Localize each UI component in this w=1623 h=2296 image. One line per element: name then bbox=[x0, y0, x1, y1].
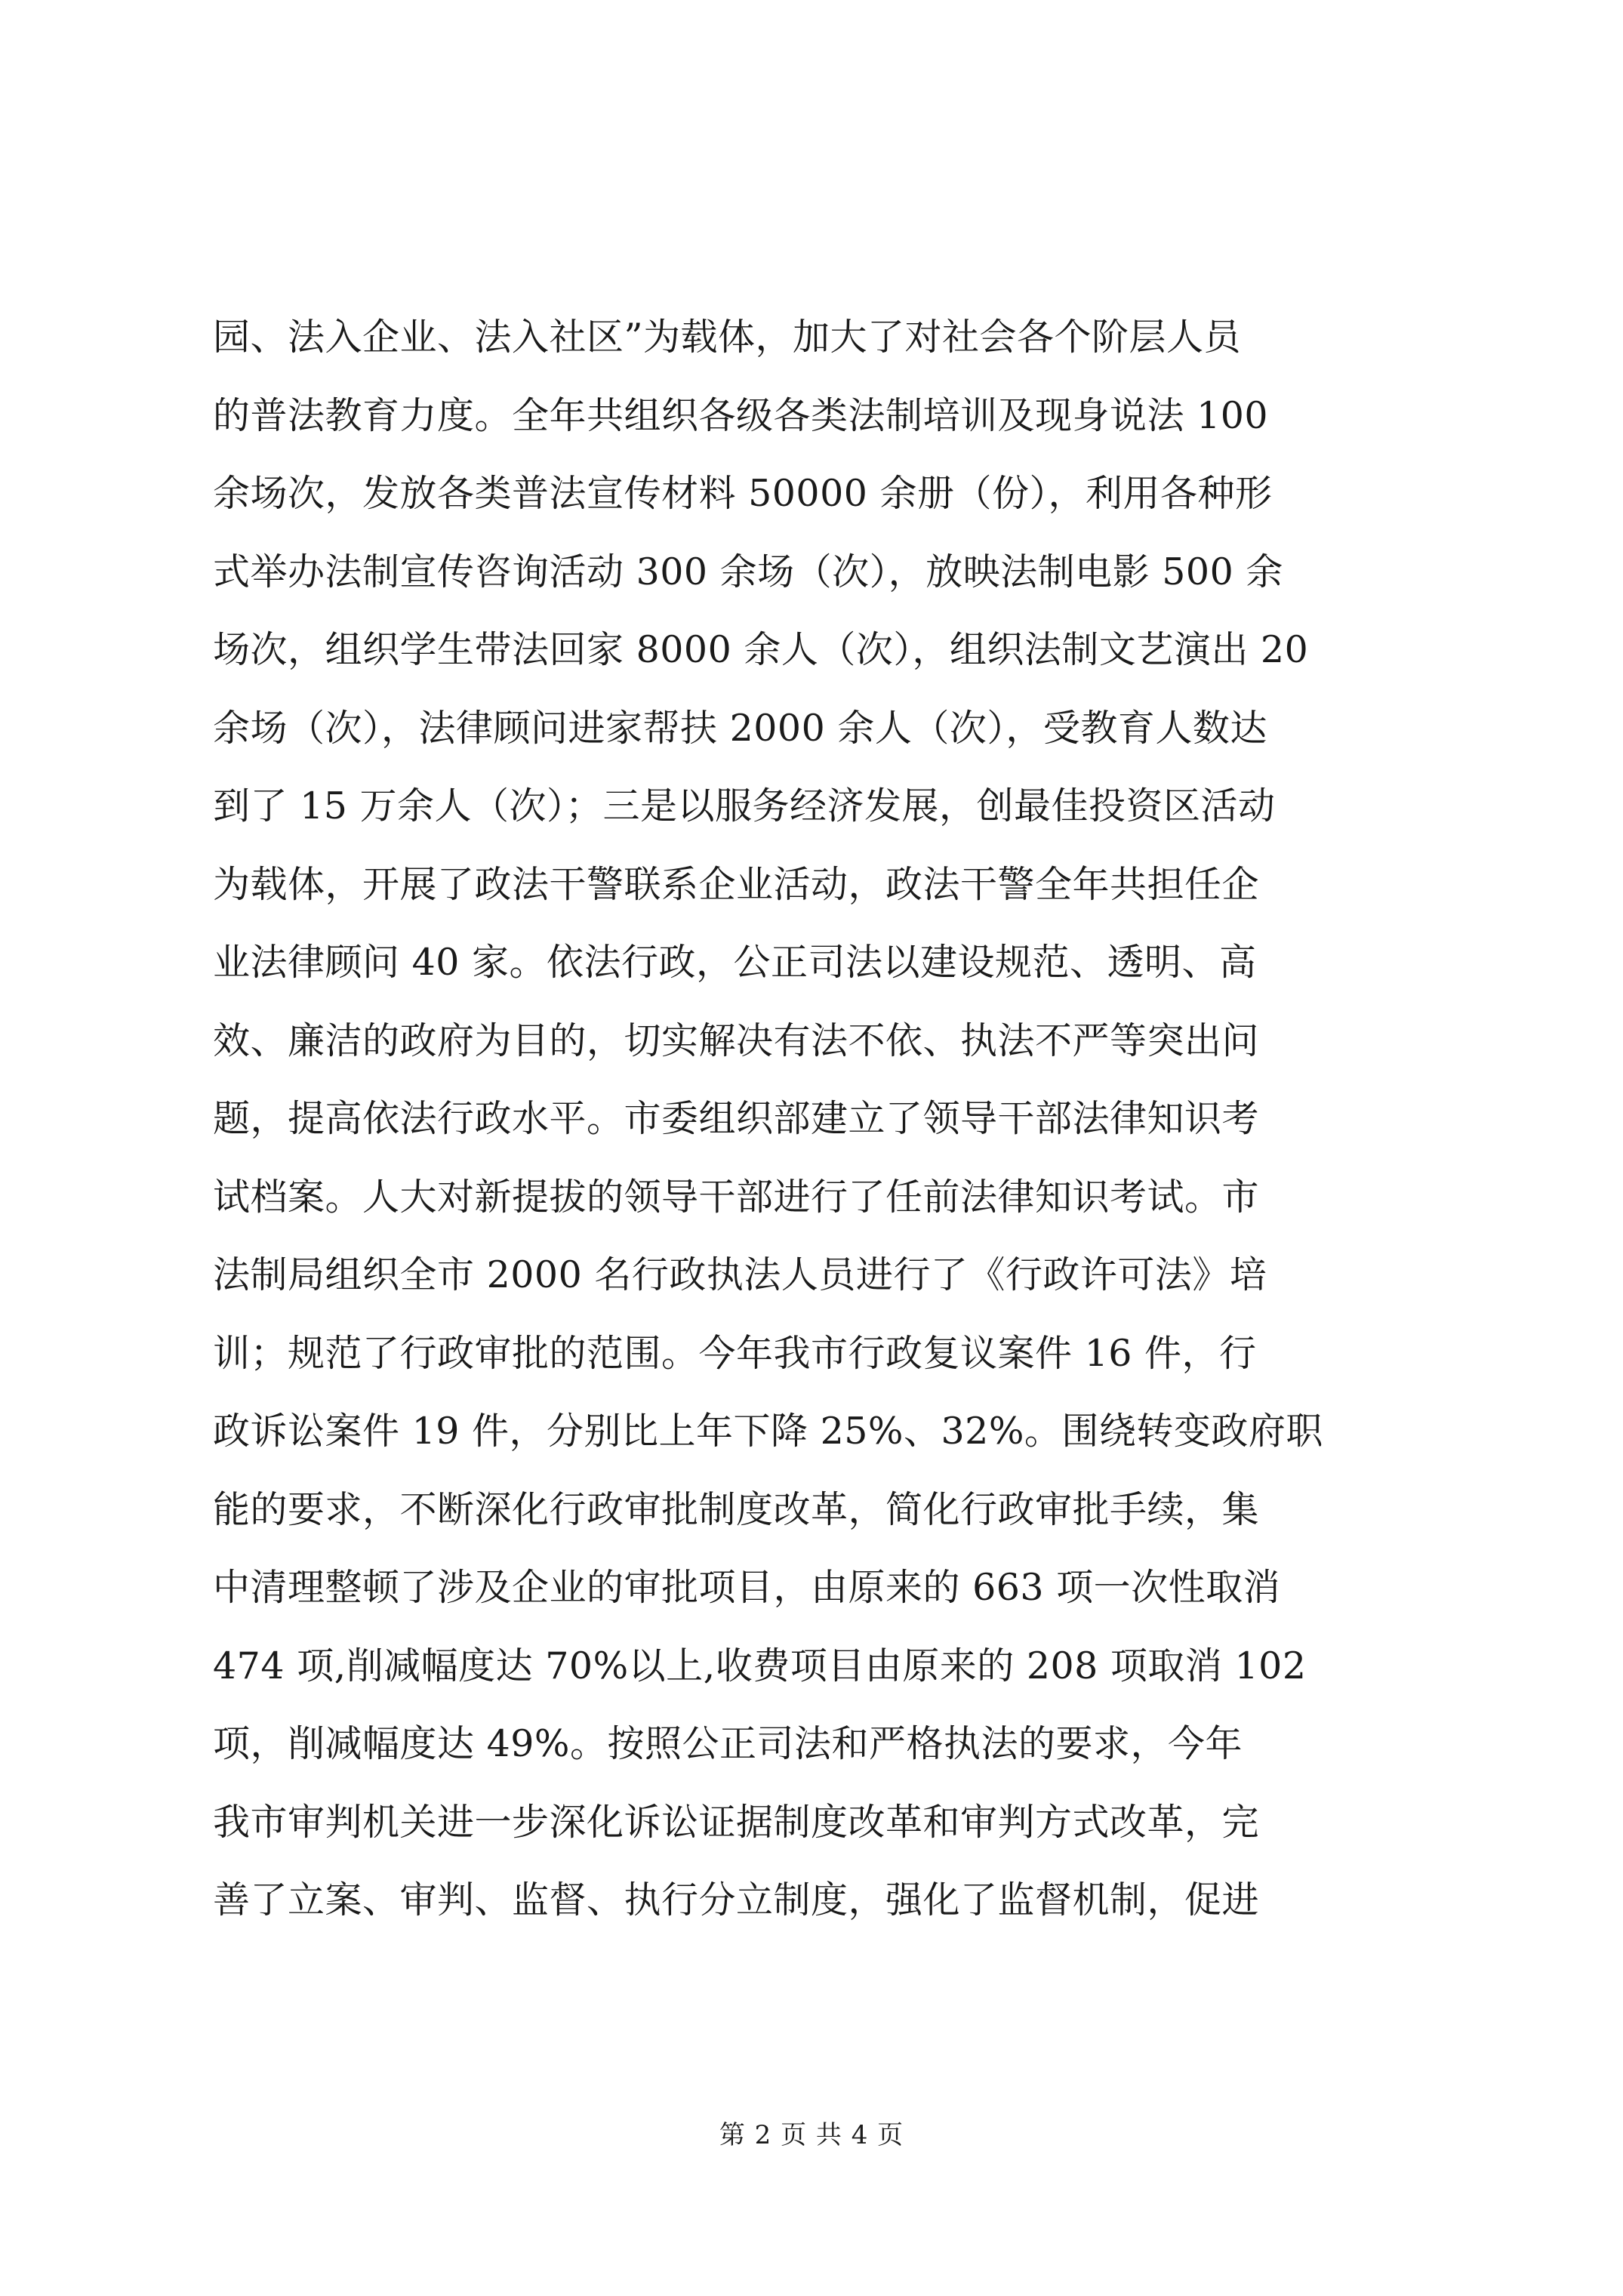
text-line: 的普法教育力度。全年共组织各级各类法制培训及现身说法 100 bbox=[213, 393, 1269, 437]
text-line: 余场次，发放各类普法宣传材料 50000 余册（份），利用各种形 bbox=[213, 472, 1273, 515]
text-line: 能的要求，不断深化行政审批制度改革，简化行政审批手续，集 bbox=[213, 1487, 1260, 1531]
text-line: 试档案。人大对新提拔的领导干部进行了任前法律知识考试。市 bbox=[213, 1175, 1260, 1219]
body-text bbox=[213, 298, 1436, 1940]
text-line: 余场（次），法律顾问进家帮扶 2000 余人（次），受教育人数达 bbox=[213, 706, 1267, 750]
text-line: 中清理整顿了涉及企业的审批项目，由原来的 663 项一次性取消 bbox=[213, 1566, 1281, 1609]
text-line: 为载体，开展了政法干警联系企业活动，政法干警全年共担任企 bbox=[213, 862, 1260, 906]
text-line: 法制局组织全市 2000 名行政执法人员进行了《行政许可法》培 bbox=[213, 1253, 1267, 1296]
text-line: 园、法入企业、法入社区”为载体，加大了对社会各个阶层人员 bbox=[213, 316, 1242, 359]
text-line: 政诉讼案件 19 件，分别比上年下降 25%、32%。围绕转变政府职 bbox=[213, 1410, 1323, 1453]
text-line: 题，提高依法行政水平。市委组织部建立了领导干部法律知识考 bbox=[213, 1097, 1260, 1140]
text-line: 到了 15 万余人（次）；三是以服务经济发展，创最佳投资区活动 bbox=[213, 784, 1276, 827]
text-line: 场次，组织学生带法回家 8000 余人（次），组织法制文艺演出 20 bbox=[213, 628, 1309, 671]
text-line: 474 项,削减幅度达 70%以上,收费项目由原来的 208 项取消 102 bbox=[213, 1644, 1307, 1687]
text-line: 项，削减幅度达 49%。按照公正司法和严格执法的要求，今年 bbox=[213, 1722, 1243, 1765]
page-number: 第 2 页 共 4 页 bbox=[719, 2120, 904, 2150]
text-line: 我市审判机关进一步深化诉讼证据制度改革和审判方式改革，完 bbox=[213, 1800, 1260, 1844]
page-footer bbox=[0, 2114, 1623, 2151]
text-line: 善了立案、审判、监督、执行分立制度，强化了监督机制，促进 bbox=[213, 1878, 1260, 1922]
text-line: 式举办法制宣传咨询活动 300 余场（次），放映法制电影 500 余 bbox=[213, 550, 1283, 593]
text-line: 训；规范了行政审批的范围。今年我市行政复议案件 16 件，行 bbox=[213, 1331, 1257, 1375]
text-line: 业法律顾问 40 家。依法行政，公正司法以建设规范、透明、高 bbox=[213, 941, 1257, 984]
text-line: 效、廉洁的政府为目的，切实解决有法不依、执法不严等突出问 bbox=[213, 1019, 1260, 1062]
